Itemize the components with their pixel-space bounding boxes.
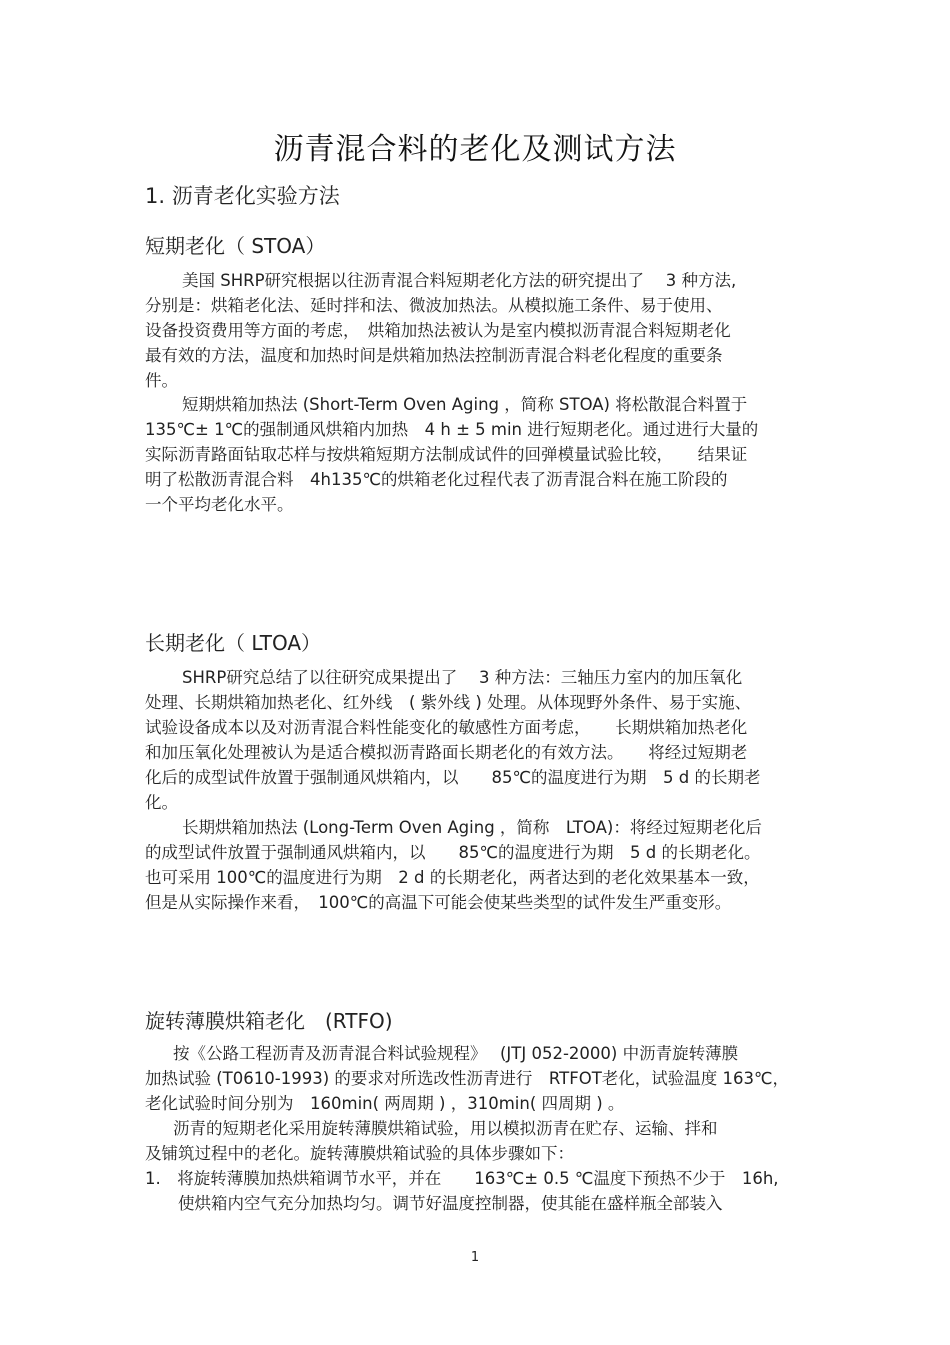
document-title: 沥青混合料的老化及测试方法: [273, 132, 677, 167]
text-line: 老化试验时间分别为 160min( 两周期 ) ，310min( 四周期 ) 。: [145, 1094, 625, 1113]
subsection-heading-ltoa: 长期老化（ LTOA）: [145, 631, 322, 655]
text-line: 按《公路工程沥青及沥青混合料试验规程》 (JTJ 052-2000) 中沥青旋转薄膜: [173, 1044, 739, 1063]
text-line: 也可采用 100℃的温度进行为期 2 d 的长期老化，两者达到的老化效果基本一致，: [145, 868, 760, 887]
text-line: 件。: [145, 371, 178, 390]
text-line: 的成型试件放置于强制通风烘箱内，以 85℃的温度进行为期 5 d 的长期老化。: [145, 843, 761, 862]
text-line: 设备投资费用等方面的考虑， 烘箱加热法被认为是室内模拟沥青混合料短期老化: [145, 321, 731, 340]
text-line: 长期烘箱加热法 (Long-Term Oven Aging ，简称 LTOA)：将经过短期老化后: [182, 818, 762, 837]
text-line: 美国 SHRP研究根据以往沥青混合料短期老化方法的研究提出了 3 种方法,: [182, 271, 737, 290]
ltoa-paragraph-2: [145, 815, 805, 915]
text-line: 使烘箱内空气充分加热均匀。调节好温度控制器，使其能在盛样瓶全部装入: [145, 1194, 723, 1213]
text-line: 及铺筑过程中的老化。旋转薄膜烘箱试验的具体步骤如下：: [145, 1144, 574, 1163]
text-line: 化。: [145, 793, 178, 812]
stoa-paragraph-2: [145, 392, 805, 517]
subsection-heading-rtfo: 旋转薄膜烘箱老化 (RTFO): [145, 1009, 393, 1033]
text-line: SHRP研究总结了以往研究成果提出了 3 种方法：三轴压力室内的加压氧化: [182, 668, 743, 687]
text-line: 明了松散沥青混合料 4h135℃的烘箱老化过程代表了沥青混合料在施工阶段的: [145, 470, 728, 489]
rtfo-paragraph-1: [145, 1041, 805, 1116]
text-line: 一个平均老化水平。: [145, 495, 294, 514]
ltoa-paragraph-1: [145, 665, 805, 815]
text-line: 沥青的短期老化采用旋转薄膜烘箱试验，用以模拟沥青在贮存、运输、拌和: [173, 1119, 718, 1138]
text-line: 试验设备成本以及对沥青混合料性能变化的敏感性方面考虑， 长期烘箱加热老化: [145, 718, 748, 737]
stoa-paragraph-1: [145, 268, 805, 393]
text-line: 但是从实际操作来看， 100℃的高温下可能会使某些类型的试件发生严重变形。: [145, 893, 732, 912]
text-line: 短期烘箱加热法 (Short-Term Oven Aging ，简称 STOA) 将松散混合料置于: [182, 395, 748, 414]
subsection-heading-stoa: 短期老化（ STOA）: [145, 234, 326, 258]
text-line: 135℃± 1℃的强制通风烘箱内加热 4 h ± 5 min 进行短期老化。通过进行大量的: [145, 420, 759, 439]
text-line: 实际沥青路面钻取芯样与按烘箱短期方法制成试件的回弹模量试验比较， 结果证: [145, 445, 748, 464]
rtfo-paragraph-2: [145, 1116, 805, 1166]
text-line: 1. 将旋转薄膜加热烘箱调节水平，并在 163℃± 0.5 ℃温度下预热不少于 16h,: [145, 1169, 779, 1188]
section-heading-aging-test-methods: 1. 沥青老化实验方法: [145, 184, 340, 208]
text-line: 化后的成型试件放置于强制通风烘箱内，以 85℃的温度进行为期 5 d 的长期老: [145, 768, 761, 787]
page-number: 1: [470, 1250, 480, 1265]
text-line: 处理、长期烘箱加热老化、红外线 ( 紫外线 ) 处理。从体现野外条件、易于实施、: [145, 693, 752, 712]
text-line: 最有效的方法，温度和加热时间是烘箱加热法控制沥青混合料老化程度的重要条: [145, 346, 723, 365]
rtfo-step-1: [145, 1166, 805, 1216]
text-line: 和加压氧化处理被认为是适合模拟沥青路面长期老化的有效方法。 将经过短期老: [145, 743, 748, 762]
text-line: 加热试验 (T0610-1993) 的要求对所选改性沥青进行 RTFOT老化，试验温度 163℃，: [145, 1069, 790, 1088]
text-line: 分别是：烘箱老化法、延时拌和法、微波加热法。从模拟施工条件、易于使用、: [145, 296, 723, 315]
